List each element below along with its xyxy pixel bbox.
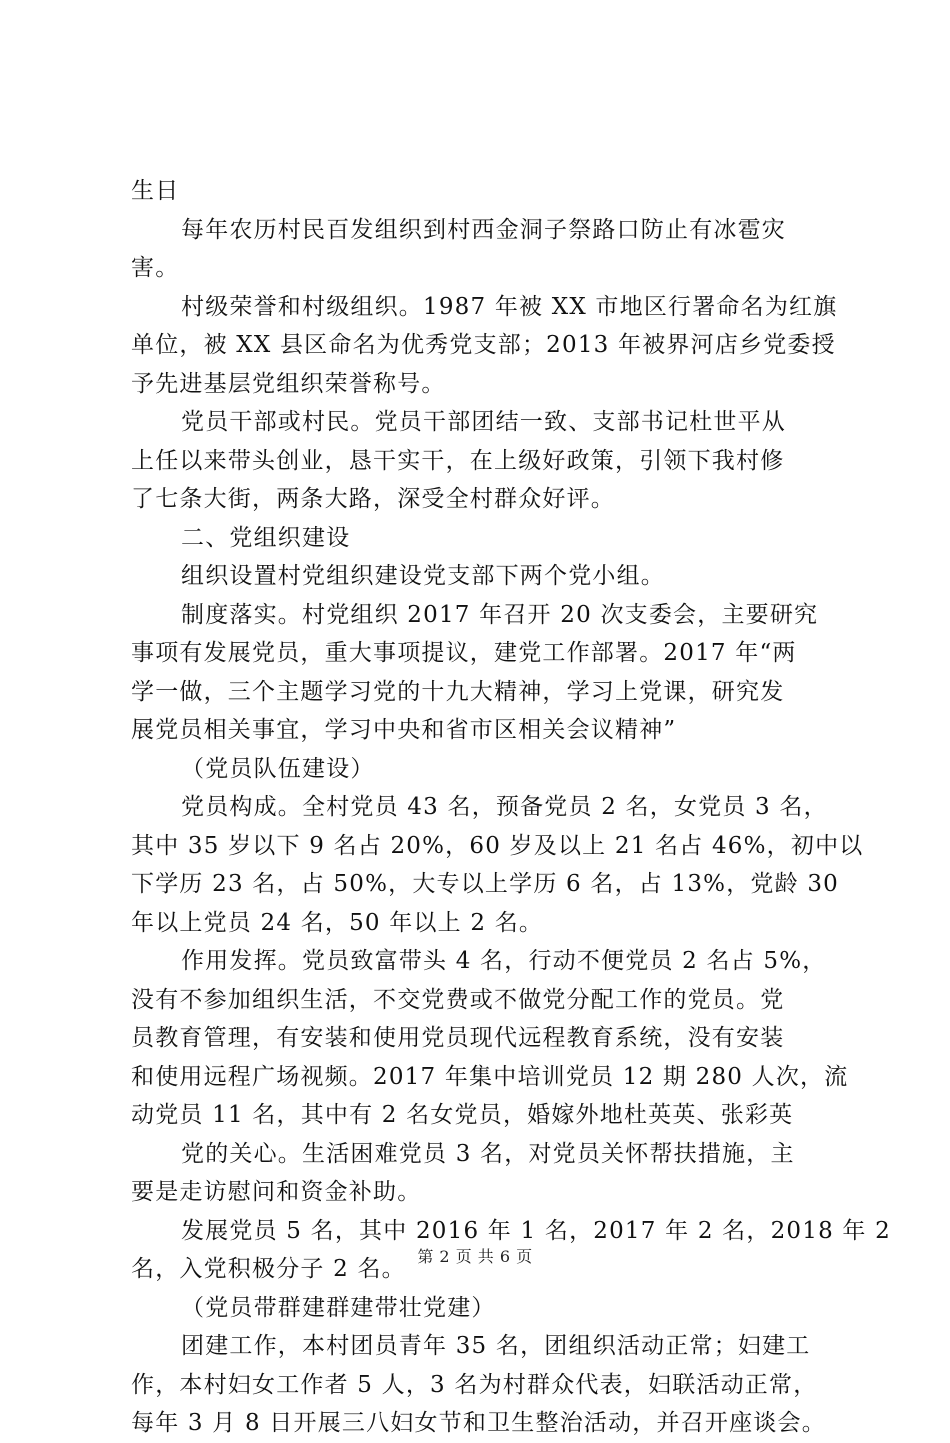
text-line: 党的关心。生活困难党员 3 名，对党员关怀帮扶措施，主 — [181, 1140, 795, 1167]
text-line: 单位，被 XX 县区命名为优秀党支部；2013 年被界河店乡党委授 — [131, 332, 836, 358]
text-line: 作用发挥。党员致富带头 4 名，行动不便党员 2 名占 5%， — [181, 948, 827, 974]
text-line: 展党员相关事宜，学习中央和省市区相关会议精神” — [131, 717, 677, 743]
text-line: 组织设置村党组织建设党支部下两个党小组。 — [181, 563, 665, 589]
text-line: 每年 3 月 8 日开展三八妇女节和卫生整治活动，并召开座谈会。 — [131, 1410, 826, 1436]
text-line: 生日 — [131, 178, 180, 204]
text-line: 党员干部或村民。党员干部团结一致、支部书记杜世平从 — [181, 409, 786, 435]
text-line: 事项有发展党员，重大事项提议，建党工作部署。2017 年“两 — [131, 640, 797, 666]
text-line: 作，本村妇女工作者 5 人，3 名为村群众代表，妇联活动正常， — [131, 1371, 818, 1398]
text-line: 年以上党员 24 名，50 年以上 2 名。 — [131, 909, 544, 936]
text-line: 下学历 23 名，占 50%，大专以上学历 6 名，占 13%，党龄 30 — [131, 871, 839, 897]
text-line: 党员构成。全村党员 43 名，预备党员 2 名，女党员 3 名， — [181, 794, 828, 820]
text-line: 害。 — [131, 255, 180, 281]
text-line: 和使用远程广场视频。2017 年集中培训党员 12 期 280 人次，流 — [131, 1063, 849, 1090]
text-line: 动党员 11 名，其中有 2 名女党员，婚嫁外地杜英英、张彩英 — [131, 1102, 794, 1128]
text-line: 没有不参加组织生活，不交党费或不做党分配工作的党员。党 — [131, 986, 785, 1013]
text-line: 学一做，三个主题学习党的十九大精神，学习上党课，研究发 — [131, 678, 785, 705]
text-line: （党员带群建群建带壮党建） — [181, 1294, 496, 1321]
text-line: 要是走访慰问和资金补助。 — [131, 1179, 422, 1205]
text-line: 村级荣誉和村级组织。1987 年被 XX 市地区行署命名为红旗 — [181, 293, 838, 320]
text-line: 制度落实。村党组织 2017 年召开 20 次支委会，主要研究 — [181, 601, 819, 628]
page-footer: 第 2 页 共 6 页 — [417, 1247, 533, 1266]
text-line: 员教育管理，有安装和使用党员现代远程教育系统，没有安装 — [131, 1025, 785, 1051]
text-line: 名，入党积极分子 2 名。 — [131, 1256, 406, 1282]
text-line: 其中 35 岁以下 9 名占 20%，60 岁及以上 21 名占 46%，初中以 — [131, 832, 864, 859]
text-line: 团建工作，本村团员青年 35 名，团组织活动正常；妇建工 — [181, 1333, 811, 1359]
text-line: 每年农历村民百发组织到村西金洞子祭路口防止有冰雹灾 — [181, 216, 786, 243]
text-line: 上任以来带头创业，恳干实干，在上级好政策，引领下我村修 — [131, 447, 785, 474]
text-line: 了七条大街，两条大路，深受全村群众好评。 — [131, 486, 615, 512]
text-line: 发展党员 5 名，其中 2016 年 1 名，2017 年 2 名，2018 年 2 — [181, 1217, 891, 1244]
text-line: 二、党组织建设 — [181, 524, 351, 551]
text-line: （党员队伍建设） — [181, 755, 375, 782]
text-line: 予先进基层党组织荣誉称号。 — [131, 370, 446, 397]
